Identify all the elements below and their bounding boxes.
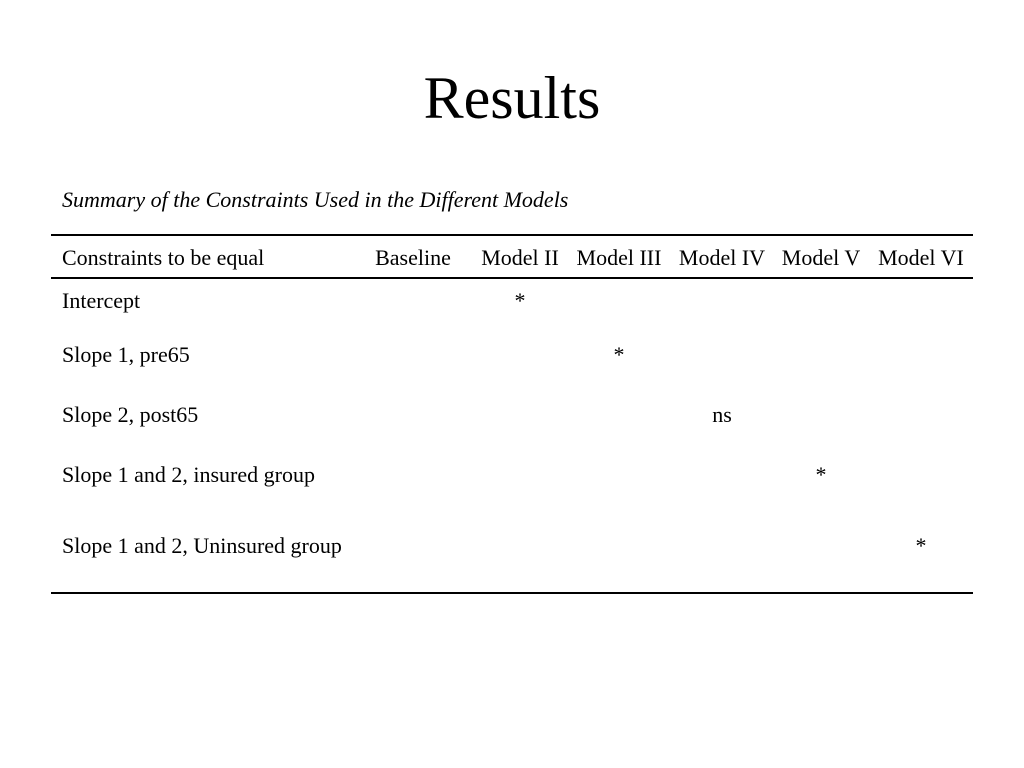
table-header [51,235,973,278]
column-header-constraints: Constraints to be equal [62,245,265,270]
column-header-model-vi: Model VI [878,245,964,270]
cell-model-ii [473,399,567,459]
cell-model-vi [869,399,973,459]
column-header-model-iii: Model III [576,245,662,270]
cell-baseline [353,339,473,399]
cell-model-iv [671,339,773,399]
cell-model-iv [671,459,773,530]
cell-model-v [773,278,869,339]
row-label-text: Slope 1 and 2, insured group [62,462,315,487]
cell-model-ii [473,339,567,399]
cell-model-vi [869,278,973,339]
column-header-model-iv: Model IV [678,245,766,270]
cell-model-iv [671,278,773,339]
row-label [51,459,353,530]
table-row-slope-1-pre65 [51,339,973,399]
cell-model-vi [869,459,973,530]
cell-baseline [353,278,473,339]
constraints-table [51,234,973,594]
cell-model-vi: * [915,533,927,558]
cell-baseline [353,459,473,530]
table-row-intercept [51,278,973,339]
cell-model-iii [567,530,671,593]
cell-model-v: * [815,462,827,487]
cell-model-iv: ns [712,402,732,427]
column-header-model-ii: Model II [481,245,559,270]
row-label-text: Slope 1, pre65 [62,342,190,367]
column-header-model-v: Model V [781,245,861,270]
row-label [51,278,353,339]
cell-model-iii: * [613,342,625,367]
table-row-uninsured-group [51,530,973,593]
cell-model-iv [671,530,773,593]
row-label [51,339,353,399]
table-body [51,278,973,593]
header-row [51,235,973,278]
cell-model-iii [567,459,671,530]
table-row-insured-group [51,459,973,530]
cell-baseline [353,530,473,593]
cell-model-ii [473,459,567,530]
row-label [51,530,353,593]
cell-model-v [773,339,869,399]
cell-model-iii [567,278,671,339]
table-caption: Summary of the Constraints Used in the Different Models [62,187,569,212]
cell-model-ii [473,530,567,593]
table-row-slope-2-post65 [51,399,973,459]
cell-model-iii [567,399,671,459]
row-label-text: Intercept [62,288,141,313]
cell-model-v [773,399,869,459]
cell-model-v [773,530,869,593]
row-label [51,399,353,459]
row-label-text: Slope 1 and 2, Uninsured group [62,533,342,558]
cell-model-ii: * [514,288,526,313]
cell-model-vi [869,339,973,399]
row-label-text: Slope 2, post65 [62,402,199,427]
column-header-baseline: Baseline [375,245,451,270]
constraints-table-container [51,234,973,594]
cell-baseline [353,399,473,459]
slide-title: Results [423,65,601,131]
